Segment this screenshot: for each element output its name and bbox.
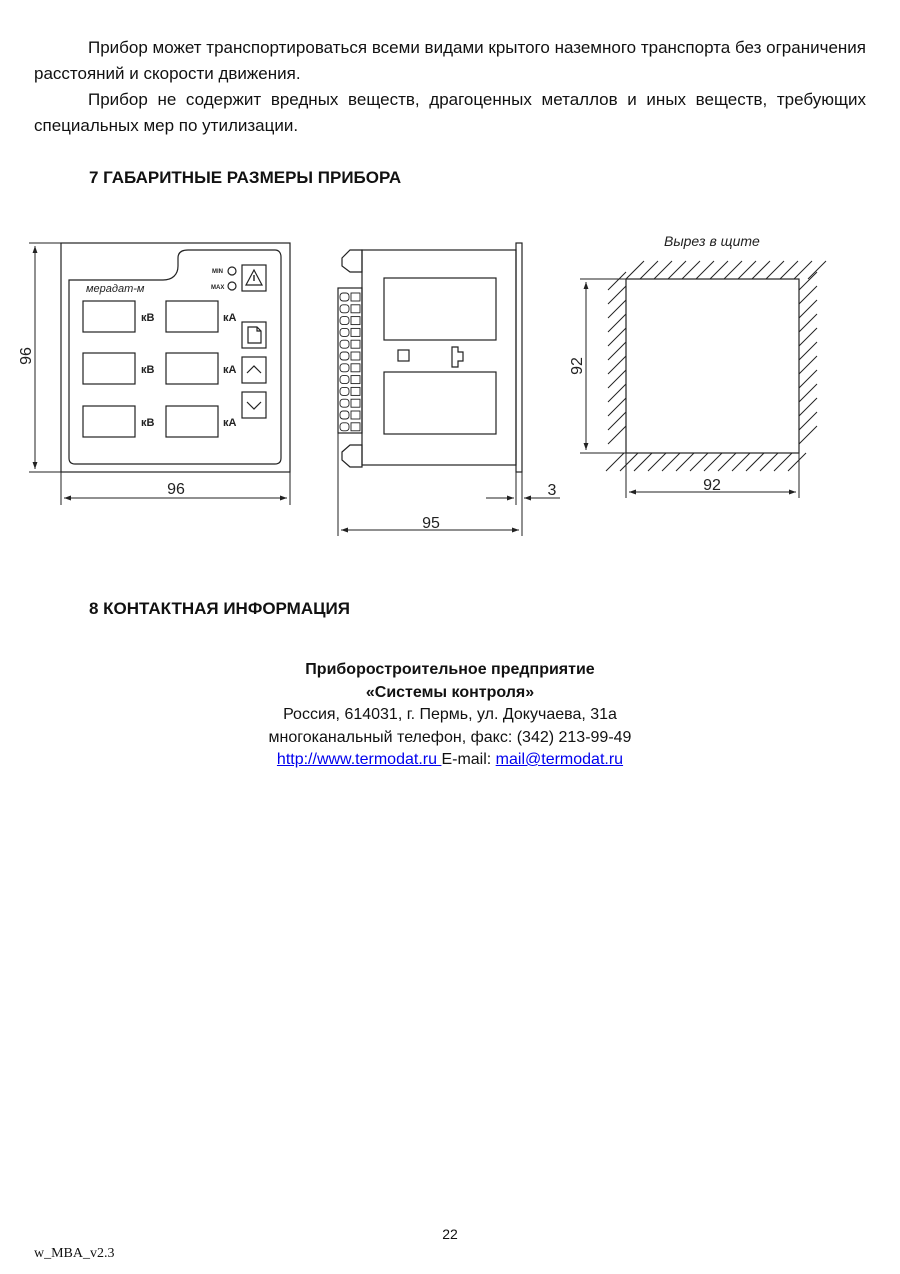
front-view — [61, 243, 290, 472]
hatch-line — [662, 453, 680, 471]
hatch-line — [696, 261, 714, 279]
paragraph-transport: Прибор может транспортироваться всеми видами крытого наземного транспорта без ограничения расстояний и скорости движения. — [34, 38, 866, 83]
display-ka-2 — [166, 353, 218, 384]
terminal-slot — [351, 328, 360, 336]
hatch-line — [608, 356, 626, 374]
page-button — [242, 322, 266, 348]
hatch-line — [718, 453, 736, 471]
section-7-title: 7 ГАБАРИТНЫЕ РАЗМЕРЫ ПРИБОРА — [89, 168, 402, 187]
hatch-line — [710, 261, 728, 279]
hatch-line — [608, 342, 626, 360]
display-ka-3 — [166, 406, 218, 437]
page-icon — [248, 327, 261, 343]
min-led-icon — [228, 267, 236, 275]
hatch-line — [634, 453, 652, 471]
email-link[interactable]: mail@termodat.ru — [495, 751, 624, 768]
hatch-line — [799, 370, 817, 388]
display-kv-2 — [83, 353, 135, 384]
hatch-line — [608, 328, 626, 346]
dimensions-drawing — [0, 225, 900, 545]
hatch-line — [799, 286, 817, 304]
footer-version: w_MBA_v2.3 — [34, 1246, 115, 1261]
hatch-line — [640, 261, 658, 279]
hatch-line — [608, 384, 626, 402]
unit-ka-3: кА — [223, 417, 237, 429]
cutout-title: Вырез в щите — [664, 233, 760, 249]
hatch-line — [608, 426, 626, 444]
terminal-screw — [340, 317, 349, 325]
address: Россия, 614031, г. Пермь, ул. Докучаева, 31а — [283, 706, 617, 723]
hatch-line — [780, 261, 798, 279]
side-depth-label: 95 — [422, 515, 440, 532]
side-flange — [516, 243, 522, 472]
down-button — [242, 392, 266, 418]
hatch-line — [746, 453, 764, 471]
side-clip — [452, 347, 463, 367]
hatch-line — [668, 261, 686, 279]
contact-block — [0, 659, 900, 772]
terminal-screws — [340, 293, 360, 431]
terminal-screw — [340, 411, 349, 419]
hatch-line — [738, 261, 756, 279]
hatch-line — [608, 398, 626, 416]
terminal-screw — [340, 399, 349, 407]
hatch-line — [799, 272, 817, 290]
web-line — [0, 749, 900, 772]
terminal-slot — [351, 305, 360, 313]
hatch-line — [608, 370, 626, 388]
display-kv-1 — [83, 301, 135, 332]
hatch-line — [648, 453, 666, 471]
hatch-line — [799, 314, 817, 332]
hatch-line — [799, 342, 817, 360]
max-led-icon — [228, 282, 236, 290]
terminal-slot — [351, 364, 360, 372]
chevron-down-icon — [247, 402, 261, 409]
up-button — [242, 357, 266, 383]
terminal-slot — [351, 423, 360, 431]
terminal-slot — [351, 340, 360, 348]
terminal-screw — [340, 376, 349, 384]
hatch-line — [724, 261, 742, 279]
terminal-slot — [351, 317, 360, 325]
hatch-line — [760, 453, 778, 471]
flange-label: 3 — [547, 482, 557, 499]
unit-ka-2: кА — [223, 364, 237, 376]
max-label: MAX — [211, 285, 225, 291]
side-view — [338, 243, 522, 472]
display-ka-1 — [166, 301, 218, 332]
terminal-slot — [351, 411, 360, 419]
hatch-line — [620, 453, 638, 471]
side-housing — [362, 250, 516, 465]
display-kv-3 — [83, 406, 135, 437]
terminal-screw — [340, 328, 349, 336]
terminal-screw — [340, 423, 349, 431]
page-number: 22 — [442, 1226, 458, 1242]
section-8-title: 8 КОНТАКТНАЯ ИНФОРМАЦИЯ — [89, 599, 350, 618]
front-width-label: 96 — [167, 481, 185, 498]
hatch-line — [808, 261, 826, 279]
terminal-slot — [351, 399, 360, 407]
terminal-screw — [340, 352, 349, 360]
website-link[interactable]: http://www.termodat.ru — [276, 751, 442, 768]
hatch-line — [654, 261, 672, 279]
hatch-line — [799, 328, 817, 346]
hatch-line — [799, 300, 817, 318]
terminal-screw — [340, 293, 349, 301]
front-height-label: 96 — [18, 347, 35, 365]
unit-kv-3: кВ — [141, 417, 155, 429]
terminal-screw — [340, 340, 349, 348]
top-screw-clamp — [342, 250, 362, 272]
phone: многоканальный телефон, факс: (342) 213-99-49 — [268, 728, 632, 746]
unit-kv-1: кВ — [141, 312, 155, 324]
chevron-up-icon — [247, 366, 261, 373]
unit-kv-2: кВ — [141, 364, 155, 376]
cutout-square — [626, 279, 799, 453]
hatch-line — [752, 261, 770, 279]
hatch-line — [732, 453, 750, 471]
company-line-2: «Системы контроля» — [365, 683, 535, 701]
terminal-slot — [351, 387, 360, 395]
hatch-line — [608, 314, 626, 332]
hatch-line — [676, 453, 694, 471]
hatch-line — [608, 286, 626, 304]
cutout-height-label: 92 — [569, 357, 586, 375]
terminal-slot — [351, 376, 360, 384]
bottom-screw-clamp — [342, 445, 362, 467]
hatch-line — [606, 453, 624, 471]
terminal-slot — [351, 352, 360, 360]
hatch-line — [774, 453, 792, 471]
hatch-line — [799, 426, 817, 444]
hatch-line — [690, 453, 708, 471]
hatch-line — [799, 356, 817, 374]
terminal-screw — [340, 364, 349, 372]
paragraph-disposal: Прибор не содержит вредных веществ, драгоценных металлов и иных веществ, требующих специальных мер по утилизации. — [34, 90, 866, 135]
cutout-width-label: 92 — [703, 477, 721, 494]
side-window-bottom — [384, 372, 496, 434]
side-square-mark — [398, 350, 409, 361]
hatch-line — [626, 261, 644, 279]
hatch-line — [766, 261, 784, 279]
hatch-line — [794, 261, 812, 279]
company-line-1: Приборостроительное предприятие — [305, 661, 595, 678]
hatch-line — [608, 300, 626, 318]
hatch-line — [682, 261, 700, 279]
brand-label: мерадат-м — [86, 283, 145, 295]
terminal-screw — [340, 305, 349, 313]
hatch-line — [788, 453, 806, 471]
hatch-line — [704, 453, 722, 471]
side-window-top — [384, 278, 496, 340]
hatch-line — [608, 272, 626, 290]
hatch-line — [799, 384, 817, 402]
min-label: MIN — [212, 269, 223, 275]
hatch-line — [799, 398, 817, 416]
hatch-line — [608, 412, 626, 430]
unit-ka-1: кА — [223, 312, 237, 324]
terminal-slot — [351, 293, 360, 301]
hatch-line — [799, 412, 817, 430]
email-label: E-mail: — [441, 751, 496, 768]
terminal-screw — [340, 387, 349, 395]
